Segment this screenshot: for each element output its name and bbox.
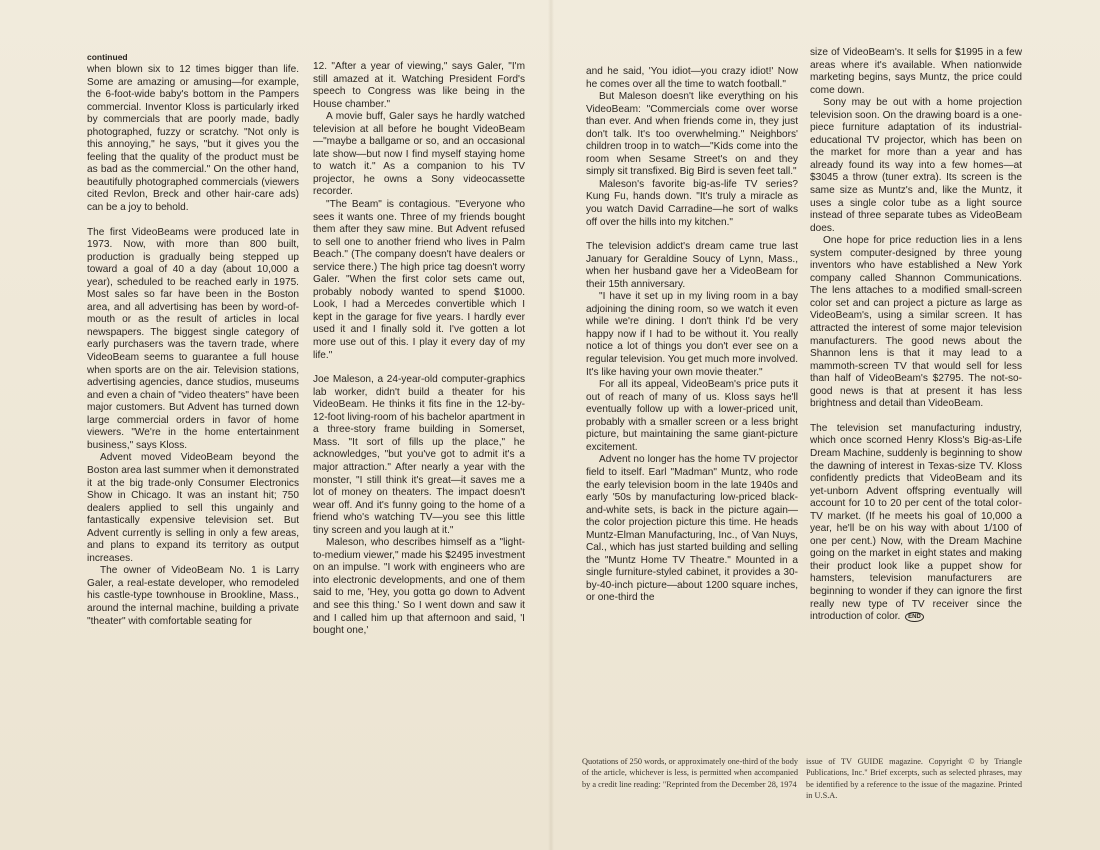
page-fold-shadow: [548, 0, 554, 850]
article-column-3: [586, 66, 798, 605]
paragraph: 12. "After a year of viewing," says Galer, "I'm still amazed at it. Watching President Ford's speech to Congress was like being in the House chamber.": [313, 61, 525, 110]
paragraph: Joe Maleson, a 24-year-old computer-graphics lab worker, didn't build a theater for his VideoBeam. He thinks it fits fine in the 12-by-12-foot living-room of his bachelor apartment in a three-story frame building in Somerset, Mass. "It sort of fills up the place," he acknowledges, "but you've got to admit it's a major attraction." After nearly a year with the monster, "I still think it's great—it saves me a lot of money on theaters. The impact doesn't wear off. And it's funny going to the home of a friend who's watching TV—you see this little tiny screen and you laugh at it.": [313, 374, 525, 536]
paragraph: The first VideoBeams were produced late in 1973. Now, with more than 800 built, production is gradually being stepped up toward a goal of 40 a day (about 10,000 a year), scheduled to be reached early in 1975. Most sales so far have been in the Boston area, and all advertising has been by word-of-mouth or as the result of articles in local newspapers. The biggest single category of early purchasers was the tavern trade, where VideoBeam seems to guarantee a full house when sports are on the air. Television stations, advertising agencies, dance studios, museums and even a chain of "video theaters" have been major customers. But Advent has turned down large commercial orders in favor of home viewers. "We're in the home entertainment business," says Kloss.: [87, 226, 299, 451]
paragraph: For all its appeal, VideoBeam's price puts it out of reach of many of us. Kloss says he'll eventually follow up with a lower-priced unit, probably with a smaller screen or a less bright picture, but maintaining the same giant-picture excitement.: [586, 379, 798, 453]
reprint-credit-right: issue of TV GUIDE magazine. Copyright © by Triangle Publications, Inc." Brief excerpts, such as selected phrases, may be identified by a reference to the issue of the magazine. Printed in U.S.A.: [806, 757, 1022, 800]
paragraph: "I have it set up in my living room in a bay adjoining the dining room, so we watch it even while we're dining. I don't think I'd be very happy now if I had to be without it. You really notice a lot of things you don't ever see on a regular television. You get much more involved. It's like having your own movie theater.": [586, 291, 798, 378]
article-column-2: [313, 61, 525, 638]
paragraph: size of VideoBeam's. It sells for $1995 in a few areas where it's available. When nationwide marketing begins, says Muntz, the price could come down.: [810, 47, 1022, 96]
paragraph: when blown six to 12 times bigger than life. Some are amazing or amusing—for example, the 6-foot-wide baby's bottom in the Pampers commercial. Inventor Kloss is particularly irked by commercials that are poorly made, badly photographed, fuzzy or scratchy. "Not only is this annoying," he says, "but it gives you the feeling that the quality of the product must be as bad as the commercial." On the other hand, beautifully photographed commercials (viewers cited Revlon, Breck and other hair-care ads) can be a joy to behold.: [87, 64, 299, 214]
paragraph: A movie buff, Galer says he hardly watched television at all before he bought VideoBeam—"maybe a ballgame or so, and an occasional late show—but now I find myself staying home to watch it." As a companion to his TV projector, he owns a Sony videocassette recorder.: [313, 111, 525, 198]
paragraph: The owner of VideoBeam No. 1 is Larry Galer, a real-estate developer, who remodeled his castle-type townhouse in Brookline, Mass., around the internal machine, building a private "theater" with comfortable seating for: [87, 565, 299, 627]
article-column-4: [810, 47, 1022, 624]
paragraph: and he said, 'You idiot—you crazy idiot!' Now he comes over all the time to watch football.": [586, 66, 798, 90]
paragraph: Sony may be out with a home projection television soon. On the drawing board is a one-piece furniture adaptation of its industrial-educational TV projector, which has been on the market for more than a year and has already found its way into a few homes—at $3045 a throw (tuner extra). Its screen is the same size as Muntz's and, like the Muntz, it uses a single color tube as a light source instead of three separate tubes as VideoBeam does.: [810, 97, 1022, 234]
paragraph: Advent moved VideoBeam beyond the Boston area last summer when it demonstrated it at the big trade-only Consumer Electronics Show in Chicago. It was an instant hit; 750 dealers applied to sell this ungainly and fantastically expensive television set. But Advent currently is selling in only a few areas, and plans to expand its territory as output increases.: [87, 452, 299, 564]
paragraph: But Maleson doesn't like everything on his VideoBeam: "Commercials come over worse than ever. And when friends come in, they just don't talk. It's too overwhelming." Neighbors' children troop in to watch—"Kids come into the room when Sesame Street's on and they simply sit transfixed. Big Bird is seven feet tall.": [586, 91, 798, 178]
paragraph: Maleson's favorite big-as-life TV series? Kung Fu, hands down. "It's truly a miracle as you watch David Carradine—he sort of walks off over the hills into my kitchen.": [586, 178, 798, 228]
end-mark-icon: END: [905, 612, 924, 622]
paragraph: "The Beam" is contagious. "Everyone who sees it wants one. Three of my friends bought them after they saw mine. But Advent refused to sell one to another friend who lives in Palm Beach." (The company doesn't have dealers or service there.) The high price tag doesn't worry Galer. "When the first color sets came out, probably nobody wanted to spend $1000. Look, I had a Mercedes convertible which I kept in the garage for five years. I hardly ever used it and I finally sold it. I've gotten a lot more use out of this. I play it every day of my life.": [313, 199, 525, 361]
article-column-1: [87, 52, 299, 628]
paragraph: One hope for price reduction lies in a lens system computer-designed by three young inventors who have established a New York company called Shannon Communications. The lens attaches to a modified small-screen color set and can project a picture as large as VideoBeam's, using a similar screen. It has attracted the interest of some major television manufacturers. The good news about the Shannon lens is that it may lead to a mammoth-screen TV that would sell for less than half of VideoBeam's $2795. The not-so-good news is that at present it has less brightness and detail than VideoBeam.: [810, 235, 1022, 410]
reprint-credit-left: Quotations of 250 words, or approximately one-third of the body of the article, whichever is less, is permitted when accompanied by a credit line reading: "Reprinted from the December 28, 1974: [582, 757, 798, 789]
continued-label: continued: [87, 52, 128, 62]
paragraph: Maleson, who describes himself as a "light-to-medium viewer," made his $2495 investment on an impulse. "I work with engineers who are into electronic developments, and one of them said to me, 'Hey, you gotta go down to Advent and see this thing.' So I went down and saw it and I called him up that afternoon and said, 'I bought one,': [313, 537, 525, 637]
paragraph: The television addict's dream came true last January for Geraldine Soucy of Lynn, Mass., when her husband gave her a VideoBeam for their 15th anniversary.: [586, 241, 798, 290]
paragraph: Advent no longer has the home TV projector field to itself. Earl "Madman" Muntz, who rode the early television boom in the late 1940s and early '50s by manufacturing low-priced black-and-white sets, is back in the picture again—the color projection picture this time. He heads Muntz-Elman Manufacturing, Inc., of Van Nuys, Cal., which has just started building and selling the "Muntz Home TV Theatre." Mounted in a single furniture-styled cabinet, it provides a 30-by-40-inch picture—about 1200 square inches, or one-third the: [586, 454, 798, 604]
paragraph: The television set manufacturing industry, which once scorned Henry Kloss's Big-as-Life Dream Machine, suddenly is beginning to show the dawning of interest in Texas-size TV. Kloss confidently predicts that VideoBeam and its yet-unborn Advent offspring eventually will account for 10 to 20 per cent of the total color-TV market. (If he meets his goal of 10,000 a year, he'll be on his way with about 1/100 of one per cent.) Now, with the Dream Machine going on the market in eight states and making their product look like a puppet show for hamsters, television manufacturers are beginning to wonder if they can ignore the first really new type of TV receiver since the introduction of color. END: [810, 422, 1022, 623]
